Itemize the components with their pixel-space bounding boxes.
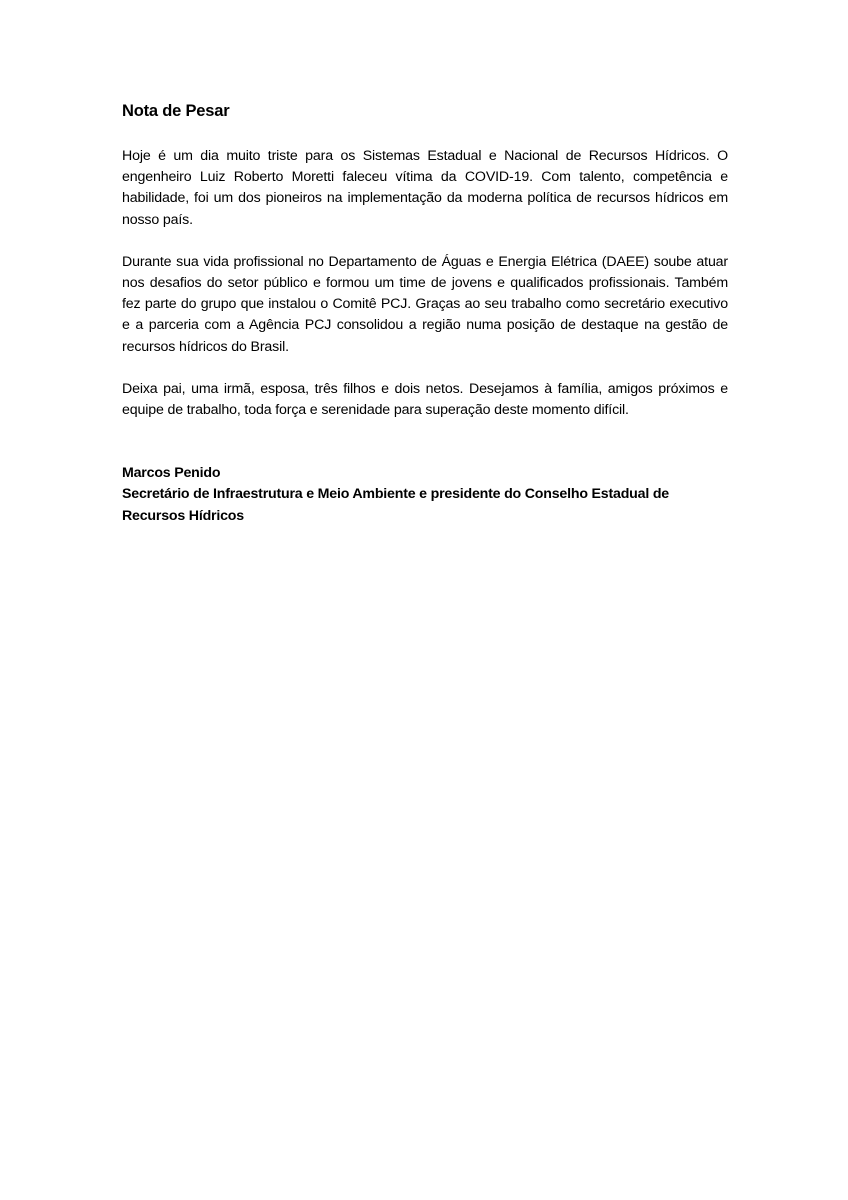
signature-block (122, 463, 728, 527)
signature-role: Secretário de Infraestrutura e Meio Ambiente e presidente do Conselho Estadual de Recursos Hídricos (122, 486, 669, 524)
document-title: Nota de Pesar (122, 102, 230, 120)
paragraph-condolences: Deixa pai, uma irmã, esposa, três filhos e dois netos. Desejamos à família, amigos próximos e equipe de trabalho, toda força e serenidade para superação deste momento difícil. (122, 380, 728, 419)
signature-name: Marcos Penido (122, 465, 221, 482)
paragraph-career: Durante sua vida profissional no Departamento de Águas e Energia Elétrica (DAEE) soube atuar nos desafios do setor público e formou um time de jovens e qualificados profissionais. Também fez parte do grupo que instalou o Comitê PCJ. Graças ao seu trabalho como secretário executivo e a parceria com a Agência PCJ consolidou a região numa posição de destaque na gestão de recursos hídricos do Brasil. (122, 253, 728, 355)
paragraph-tribute: Hoje é um dia muito triste para os Sistemas Estadual e Nacional de Recursos Hídricos. O engenheiro Luiz Roberto Moretti faleceu vítima da COVID-19. Com talento, competência e habilidade, foi um dos pioneiros na implementação da moderna política de recursos hídricos em nosso país. (122, 148, 728, 228)
document-page (122, 100, 728, 527)
